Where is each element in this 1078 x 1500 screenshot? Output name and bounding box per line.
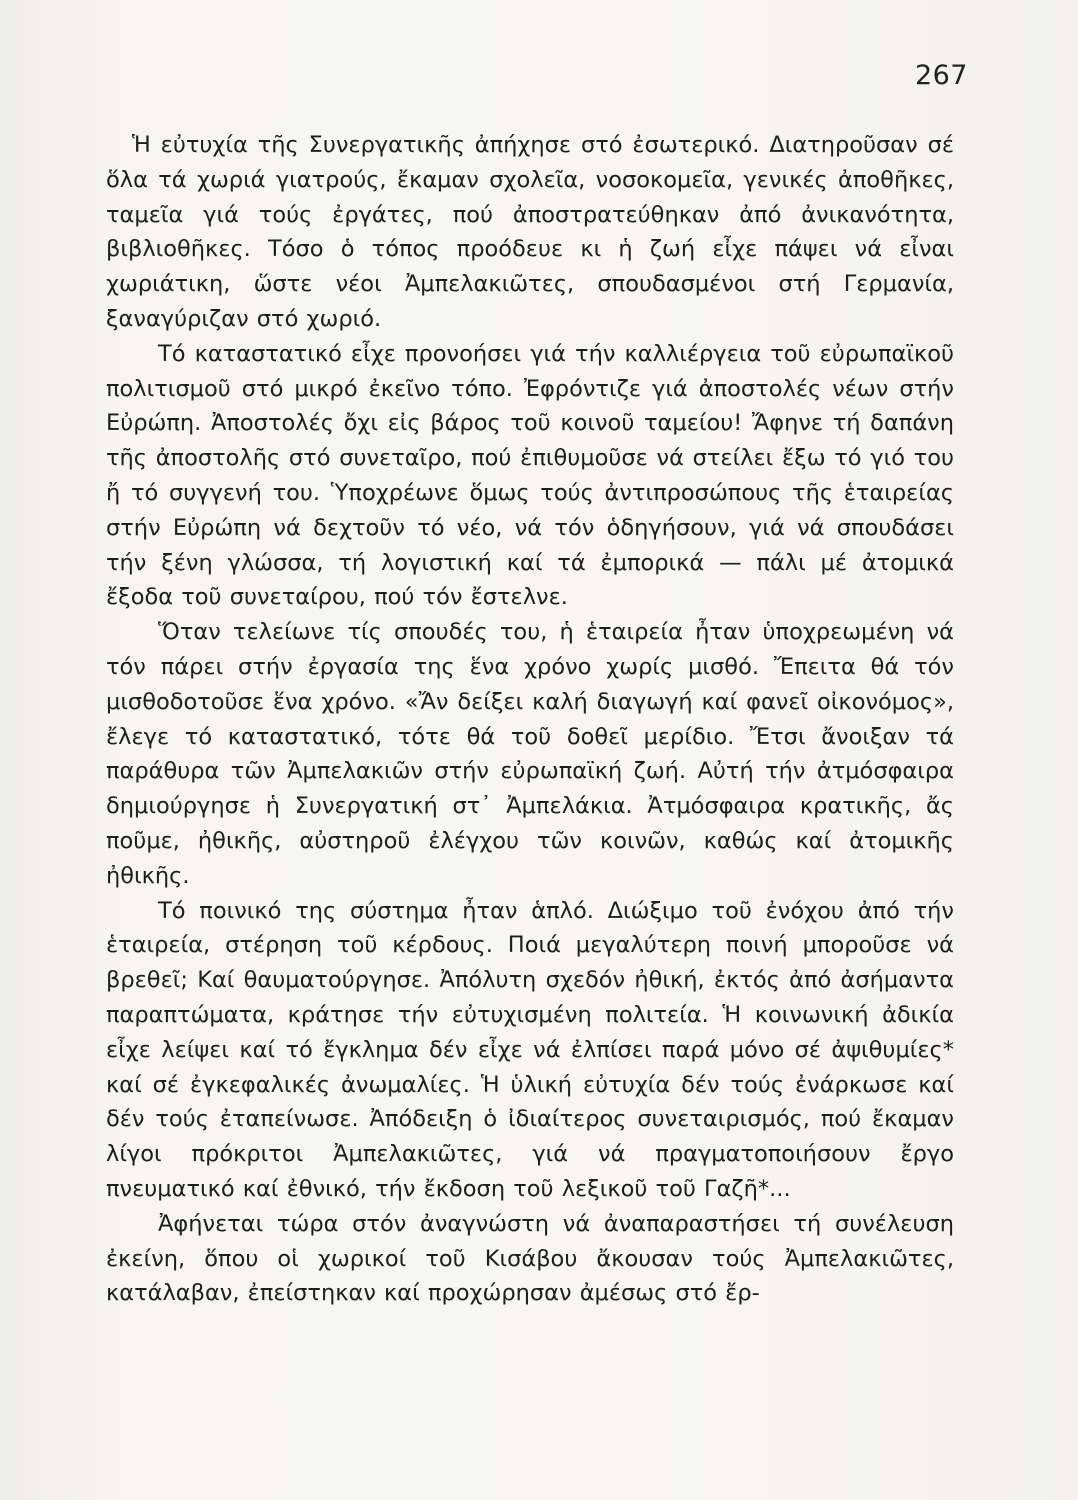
body-text	[106, 128, 954, 1311]
paragraph-3: Ὅταν τελείωνε τίς σπουδές του, ἡ ἑταιρεία ἦταν ὑποχρεωμένη νά τόν πάρει στήν ἐργασία της ἕνα χρόνο χωρίς μισθό. Ἔπειτα θά τόν μισθοδοτοῦσε ἕνα χρόνο. «Ἄν δείξει καλή διαγωγή καί φανεῖ οἰκονόμος», ἔλεγε τό καταστατικό, τότε θά τοῦ δοθεῖ μερίδιο. Ἔτσι ἄνοιξαν τά παράθυρα τῶν Ἀμπελακιῶν στήν εὐρωπαϊκή ζωή. Αὐτή τήν ἀτμόσφαιρα δημιούργησε ἡ Συνεργατική στ᾽ Ἀμπελάκια. Ἀτμόσφαιρα κρατικῆς, ἄς ποῦμε, ἠθικῆς, αὐστηροῦ ἐλέγχου τῶν κοινῶν, καθώς καί ἀτομικῆς ἠθικῆς.	[106, 619, 954, 889]
paragraph-2: Τό καταστατικό εἶχε προνοήσει γιά τήν καλλιέργεια τοῦ εὐρωπαϊκοῦ πολιτισμοῦ στό μικρό ἐκεῖνο τόπο. Ἐφρόντιζε γιά ἀποστολές νέων στήν Εὐρώπη. Ἀποστολές ὄχι εἰς βάρος τοῦ κοινοῦ ταμείου! Ἄφηνε τή δαπάνη τῆς ἀποστολῆς στό συνεταῖρο, πού ἐπιθυμοῦσε νά στείλει ἔξω τό γιό του ἤ τό συγγενή του. Ὑποχρέωνε ὅμως τούς ἀντιπροσώπους τῆς ἑταιρείας στήν Εὐρώπη νά δεχτοῦν τό νέο, νά τόν ὁδηγήσουν, γιά νά σπουδάσει τήν ξένη γλώσσα, τή λογιστική καί τά ἐμπορικά — πάλι μέ ἀτομικά ἔξοδα τοῦ συνεταίρου, πού τόν ἔστελνε.	[106, 340, 954, 611]
page-number: 267	[914, 60, 968, 91]
paragraph-5: Ἀφήνεται τώρα στόν ἀναγνώστη νά ἀναπαραστήσει τή συνέλευση ἐκείνη, ὅπου οἱ χωρικοί τοῦ Κισάβου ἄκουσαν τούς Ἀμπελακιῶτες, κατάλαβαν, ἐπείστηκαν καί προχώρησαν ἀμέσως στό ἔρ-	[106, 1210, 954, 1307]
paragraph-1: Ἡ εὐτυχία τῆς Συνεργατικῆς ἀπήχησε στό ἐσωτερικό. Διατηροῦσαν σέ ὅλα τά χωριά γιατρούς, ἔκαμαν σχολεῖα, νοσοκομεῖα, γενικές ἀποθῆκες, ταμεῖα γιά τούς ἐργάτες, πού ἀποστρατεύθηκαν ἀπό ἀνικανότητα, βιβλιοθῆκες. Τόσο ὁ τόπος προόδευε κι ἡ ζωή εἶχε πάψει νά εἶναι χωριάτικη, ὥστε νέοι Ἀμπελακιῶτες, σπουδασμένοι στή Γερμανία, ξαναγύριζαν στό χωριό.	[106, 132, 954, 332]
paragraph-4: Τό ποινικό της σύστημα ἦταν ἁπλό. Διώξιμο τοῦ ἐνόχου ἀπό τήν ἑταιρεία, στέρηση τοῦ κέρδους. Ποιά μεγαλύτερη ποινή μποροῦσε νά βρεθεῖ; Καί θαυματούργησε. Ἀπόλυτη σχεδόν ἠθική, ἐκτός ἀπό ἀσήμαντα παραπτώματα, κράτησε τήν εὐτυχισμένη πολιτεία. Ἡ κοινωνική ἀδικία εἶχε λείψει καί τό ἔγκλημα δέν εἶχε νά ἐλπίσει παρά μόνο σέ ἀψιθυμίες* καί σέ ἐγκεφαλικές ἀνωμαλίες. Ἡ ὑλική εὐτυχία δέν τούς ἐνάρκωσε καί δέν τούς ἐταπείνωσε. Ἀπόδειξη ὁ ἰδιαίτερος συνεταιρισμός, πού ἔκαμαν λίγοι πρόκριτοι Ἀμπελακιῶτες, γιά νά πραγματοποιήσουν ἔργο πνευματικό καί ἐθνικό, τήν ἔκδοση τοῦ λεξικοῦ τοῦ Γαζῆ*...	[106, 897, 954, 1202]
